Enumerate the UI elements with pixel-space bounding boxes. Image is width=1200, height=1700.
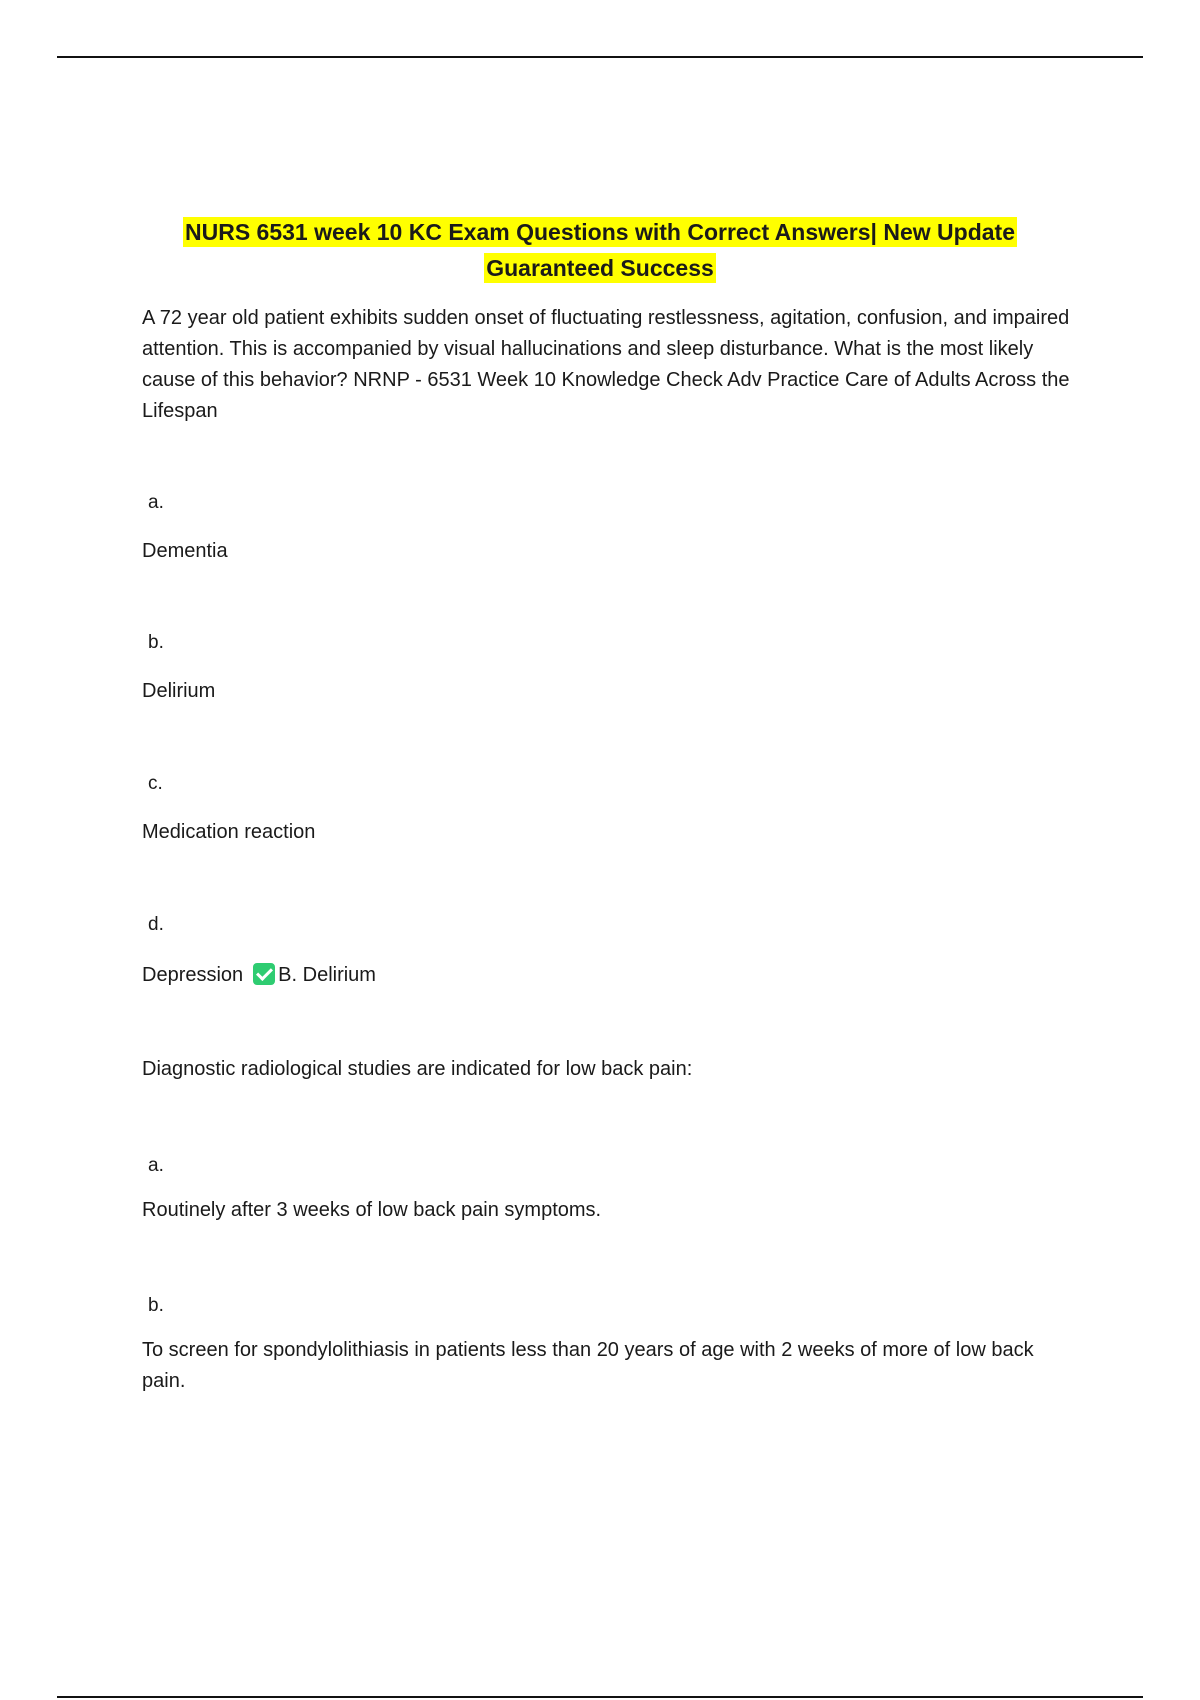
question-1-option-b-text: Delirium: [142, 680, 216, 702]
question-1-option-c-text: Medication reaction: [142, 821, 316, 843]
question-1-option-d-text: Depression: [142, 964, 244, 986]
check-icon: [253, 963, 275, 985]
title-line-1: NURS 6531 week 10 KC Exam Questions with Correct Answers| New Update: [184, 219, 1016, 245]
question-2-option-a-text: Routinely after 3 weeks of low back pain symptoms.: [142, 1199, 602, 1221]
question-1-option-d-letter: d.: [148, 914, 164, 935]
question-1-option-a-text: Dementia: [142, 540, 228, 562]
title-line-2: Guaranteed Success: [486, 255, 714, 281]
question-1-stem: A 72 year old patient exhibits sudden onset of fluctuating restlessness, agitation, confusion, and impaired attention. This is accompanied by visual hallucinations and sleep disturbance. What is the most likely cause of this behavior? NRNP - 6531 Week 10 Knowledge Check Adv Practice Care of Adults Across the Lifespan: [142, 307, 1070, 422]
document-title: [140, 214, 1060, 286]
question-1-option-d-row: [142, 960, 1072, 991]
question-2-option-b-letter: b.: [148, 1295, 164, 1316]
top-rule: [57, 56, 1143, 58]
question-1-option-b-letter: b.: [148, 632, 164, 653]
question-1-option-c-letter: c.: [148, 773, 163, 794]
question-2-stem: Diagnostic radiological studies are indicated for low back pain:: [142, 1058, 693, 1080]
question-2-option-a-letter: a.: [148, 1155, 164, 1176]
bottom-rule: [57, 1696, 1143, 1698]
question-1-answer: B. Delirium: [278, 964, 376, 986]
question-1-option-a-letter: a.: [148, 492, 164, 513]
question-2-option-b-text: To screen for spondylolithiasis in patients less than 20 years of age with 2 weeks of more of low back pain.: [142, 1339, 1034, 1392]
